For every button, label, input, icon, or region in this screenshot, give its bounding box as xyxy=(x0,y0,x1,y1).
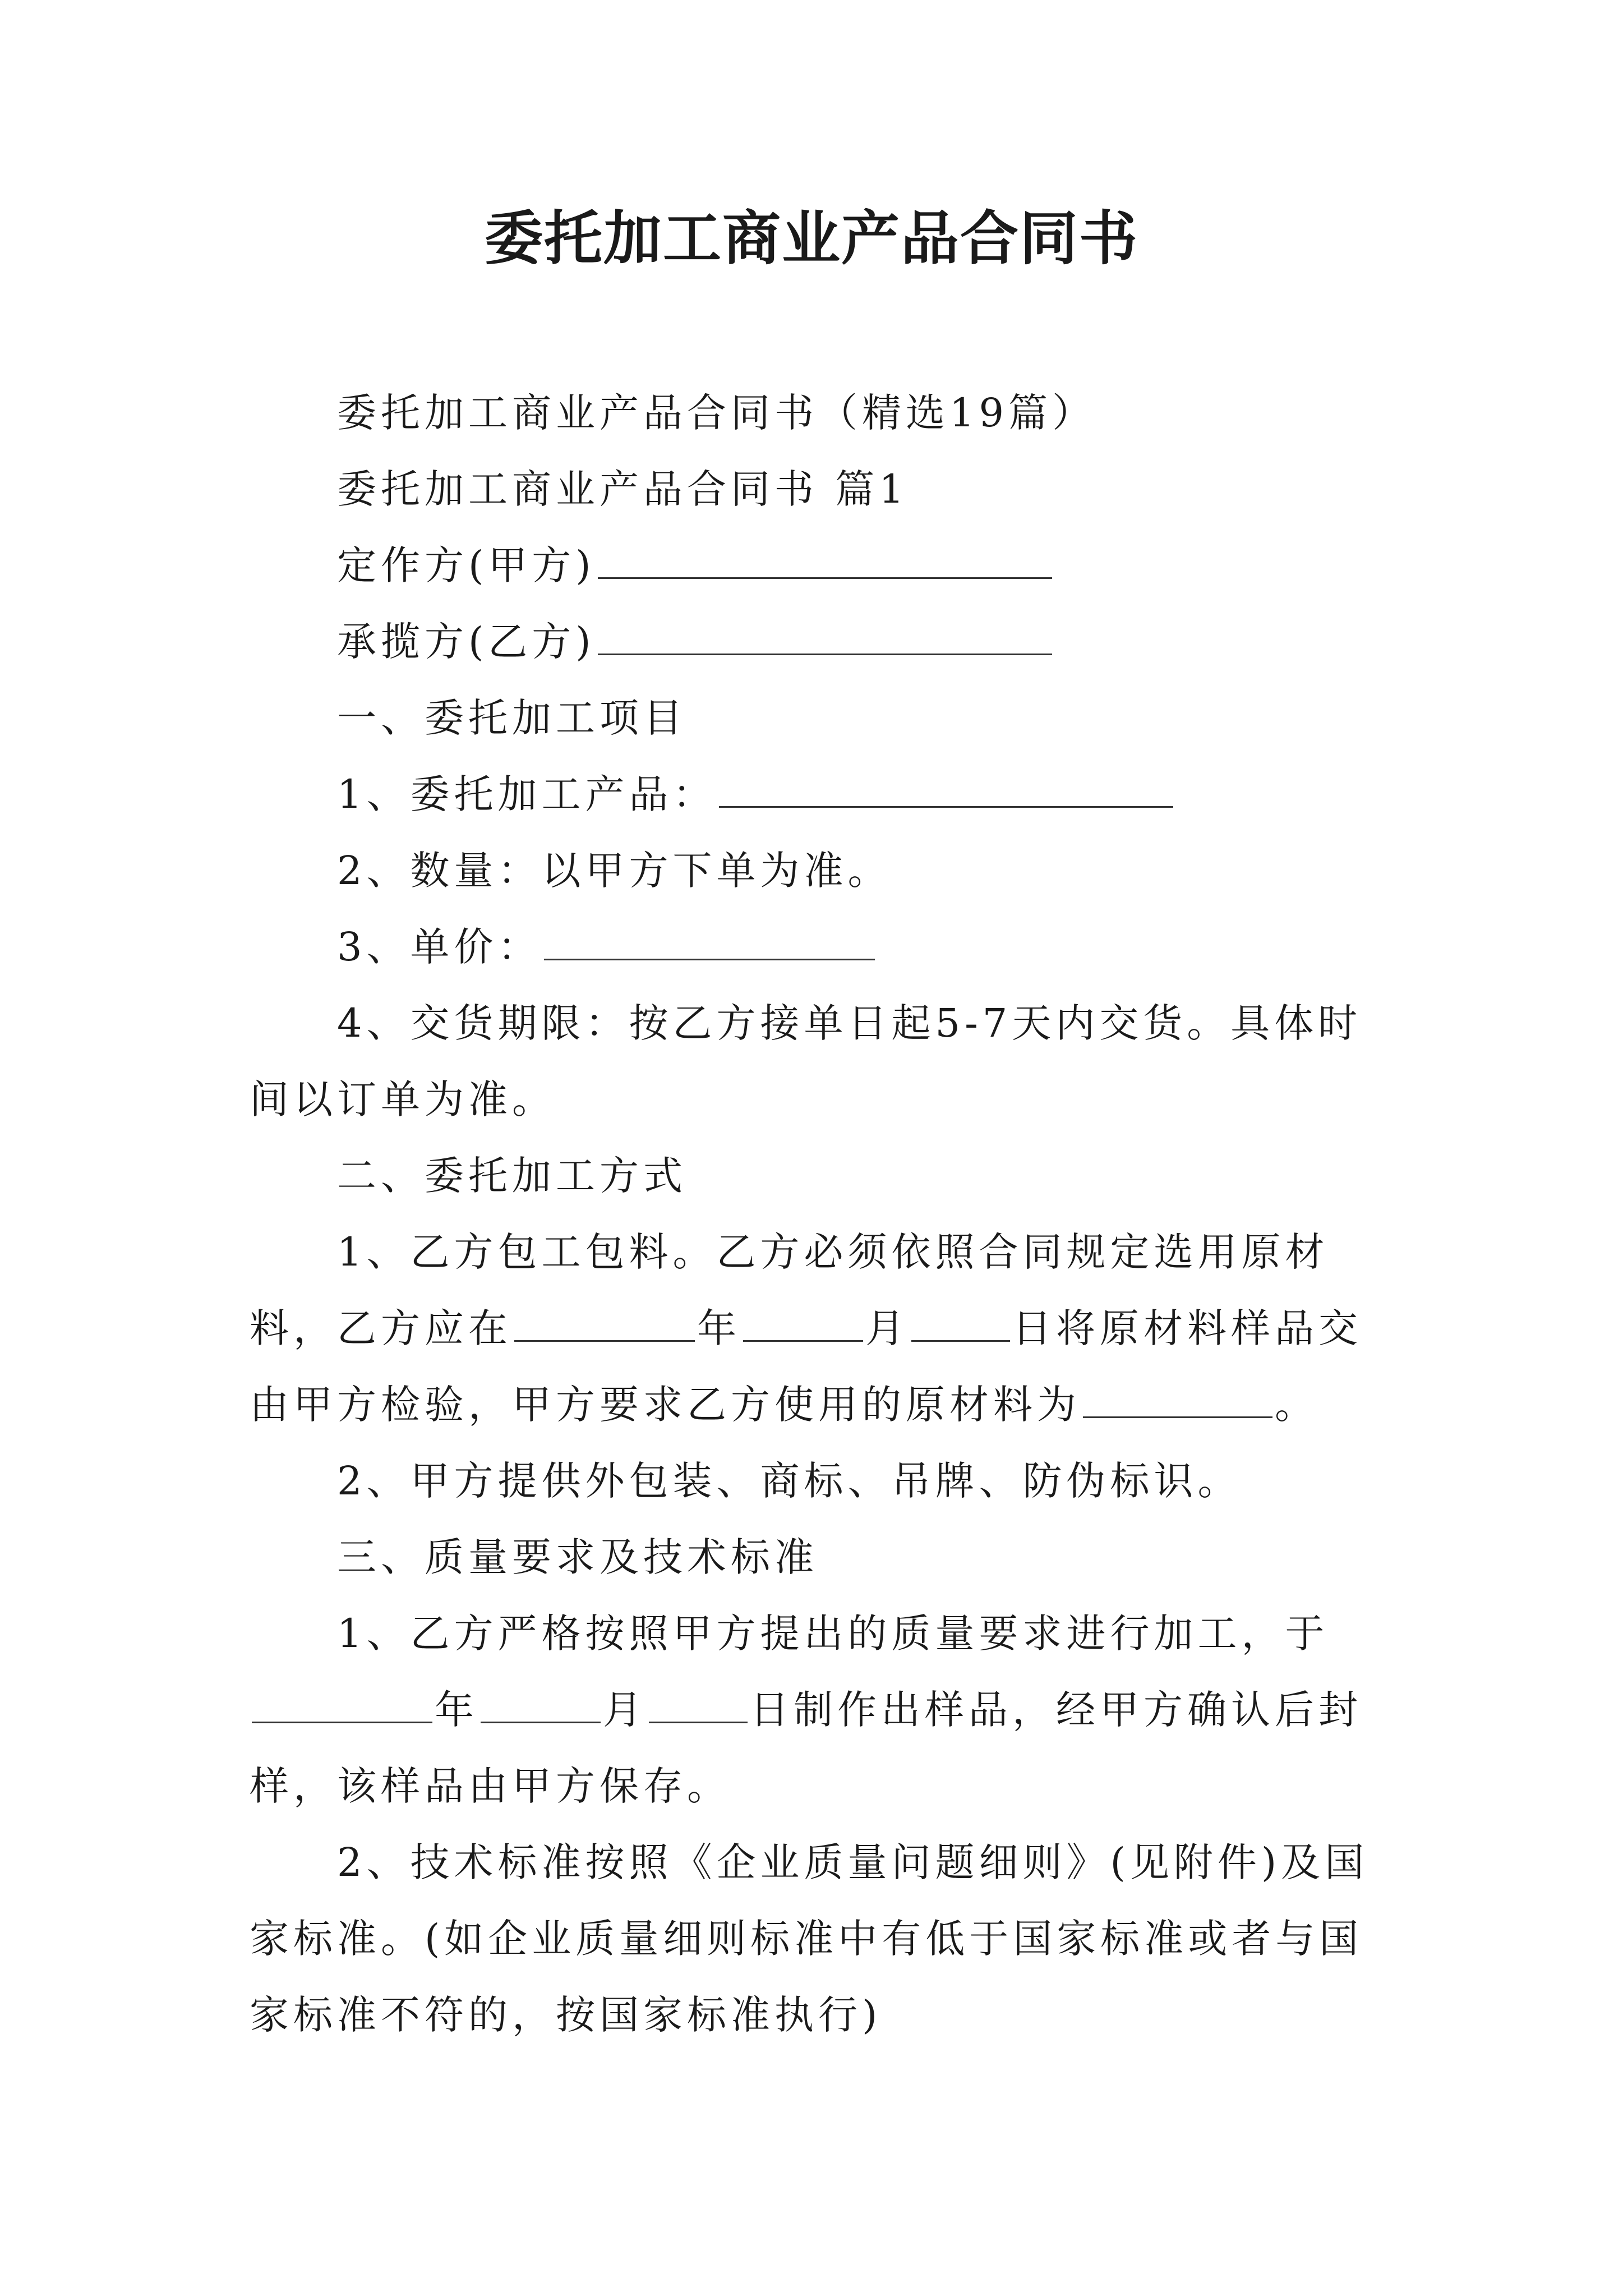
sample-month-blank xyxy=(481,1687,601,1723)
sample-year-blank xyxy=(252,1687,432,1723)
section2-year-label: 年 xyxy=(697,1305,741,1351)
section1-item1-text: 1、委托加工产品： xyxy=(337,771,717,817)
document-body xyxy=(250,375,1394,2053)
section1-item1 xyxy=(250,756,1394,832)
section3-heading: 三、质量要求及技术标准 xyxy=(337,1534,818,1580)
section2-heading: 二、委托加工方式 xyxy=(337,1153,687,1199)
party-a-label: 定作方(甲方) xyxy=(337,542,596,588)
section3-item1-text-a: 1、乙方严格按照甲方提出的质量要求进行加工，于 xyxy=(337,1611,1329,1657)
section3-item1 xyxy=(250,1595,1394,1824)
section1-item3-text: 3、单价： xyxy=(337,924,542,970)
material-month-blank xyxy=(743,1305,863,1342)
material-year-blank xyxy=(514,1305,695,1342)
section2-month-label: 月 xyxy=(865,1305,909,1351)
subtitle: 委托加工商业产品合同书（精选19篇） xyxy=(337,390,1096,436)
part-heading: 委托加工商业产品合同书 篇1 xyxy=(337,466,909,512)
section1-item3 xyxy=(250,909,1394,985)
unit-price-blank xyxy=(544,924,875,960)
party-b-label: 承揽方(乙方) xyxy=(337,619,596,665)
party-b-line xyxy=(250,604,1394,680)
sample-day-blank xyxy=(649,1687,748,1723)
section2-item2: 2、甲方提供外包装、商标、吊牌、防伪标识。 xyxy=(337,1458,1242,1504)
section3-month-label: 月 xyxy=(603,1687,647,1733)
section2-item1-text-a: 1、乙方包工包料。乙方必须依照合同规定选用原材料，乙方应在 xyxy=(250,1229,1329,1351)
section3-year-label: 年 xyxy=(435,1687,478,1733)
party-a-blank xyxy=(598,542,1052,579)
section1-item4: 4、交货期限：按乙方接单日起5-7天内交货。具体时间以订单为准。 xyxy=(250,1000,1362,1122)
section1-item2: 2、数量：以甲方下单为准。 xyxy=(337,848,892,894)
material-day-blank xyxy=(911,1305,1010,1342)
section2-item1 xyxy=(250,1214,1394,1443)
section3-item1-text-b: 日制作出样品，经甲方确认后封样，该样品由甲方保存。 xyxy=(250,1687,1362,1809)
material-blank xyxy=(1083,1382,1272,1418)
section2-item1-end: 。 xyxy=(1275,1382,1318,1428)
party-a-line xyxy=(250,527,1394,604)
product-blank xyxy=(719,771,1173,808)
section2-item1-text-b: 日将原材料样品交由甲方检验，甲方要求乙方使用的原材料为 xyxy=(250,1305,1362,1428)
document-title: 委托加工商业产品合同书 xyxy=(484,204,1138,273)
section1-heading: 一、委托加工项目 xyxy=(337,695,687,741)
section3-item2: 2、技术标准按照《企业质量问题细则》(见附件)及国家标准。(如企业质量细则标准中有低于国家标准或者与国家标准不符的，按国家标准执行) xyxy=(250,1839,1369,2038)
party-b-blank xyxy=(598,619,1052,655)
